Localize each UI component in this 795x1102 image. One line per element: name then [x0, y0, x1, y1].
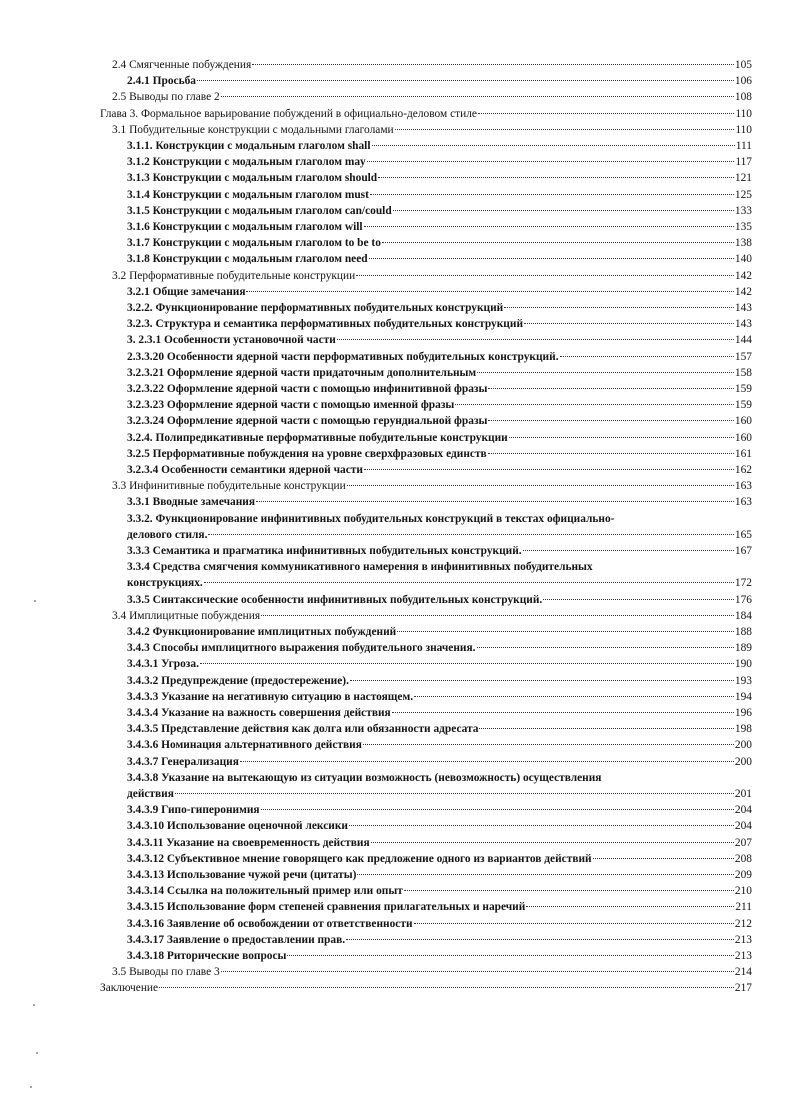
dot-leader	[509, 437, 734, 438]
toc-entry-page: 211	[735, 901, 752, 914]
toc-entry-title: 3.4.3.11 Указание на своевременность действия	[127, 836, 370, 849]
toc-entry-page: 159	[734, 383, 752, 395]
toc-entry-page: 125	[734, 188, 752, 201]
toc-entry-title: 3.4.3.14 Ссылка на положительный пример или опыт	[127, 885, 403, 898]
dot-leader	[367, 161, 735, 162]
toc-entry-page: 204	[734, 820, 752, 833]
toc-entry-page: 117	[735, 156, 752, 169]
dot-leader	[393, 210, 734, 211]
toc-entry-title: 3.4.3.10 Использование оценочной лексики	[127, 820, 348, 833]
toc-entry-title: 3.4.3.8 Указание на вытекающую из ситуации возможность (невозможность) осуществления	[127, 771, 602, 784]
dot-leader	[414, 923, 734, 924]
dot-leader	[208, 534, 733, 535]
dot-leader	[397, 631, 734, 632]
toc-entry-title: 3.4.3.2 Предупреждение (предостережение).	[127, 674, 349, 687]
toc-entry-title-continuation: делового стиля.	[127, 528, 208, 541]
toc-entry-page: 143	[734, 318, 752, 331]
toc-entry-page: 157	[734, 350, 752, 363]
toc-entry-title: 3.4.3.15 Использование форм степеней сравнения прилагательных и наречий	[127, 901, 526, 914]
dot-leader	[479, 728, 733, 729]
toc-entry-title: 3.2.1 Общие замечания	[127, 285, 246, 298]
toc-entry-title: 3.1.3 Конструкции с модальным глаголом should	[127, 172, 378, 185]
toc-entry-page: 133	[734, 204, 752, 217]
toc-entry-title: 3.4.3.5 Представление действия как долга или обязанности адресата	[127, 723, 479, 736]
toc-entry-title: 3.4.3.4 Указание на важность совершения действия	[127, 707, 391, 719]
toc-entry-page: 213	[734, 933, 752, 946]
scan-speck	[34, 600, 36, 602]
toc-entry-title: 3. 2.3.1 Особенности установочной части	[127, 334, 336, 347]
toc-entry-title: 3.4.3.3 Указание на негативную ситуацию в настоящем.	[127, 690, 414, 703]
toc-entry-title: 3.4.3.13 Использование чужой речи (цитаты)	[127, 869, 357, 881]
toc-entry-title: 3.1.7 Конструкции с модальным глаголом to be to	[127, 237, 381, 250]
toc-entry-title: 3.2.3.24 Оформление ядерной части с помощью герундиальной фразы	[127, 415, 488, 428]
dot-leader	[204, 582, 734, 583]
toc-entry-title-continuation: действия	[127, 787, 174, 800]
toc-entry-page: 176	[734, 593, 752, 606]
dot-leader	[370, 194, 734, 195]
toc-entry-title: 3.3 Инфинитивные побудительные конструкции	[112, 480, 346, 493]
toc-entry-title: 3.2.2. Функционирование перформативных побудительных конструкций	[127, 302, 504, 314]
toc-entry-page: 142	[734, 285, 752, 298]
dot-leader	[364, 469, 734, 470]
toc-entry-title: 3.4.3.9 Гипо-гиперонимия	[127, 804, 260, 817]
toc-entry-page: 111	[735, 140, 752, 152]
dot-leader	[378, 177, 734, 178]
toc-entry-page: 196	[734, 707, 752, 719]
toc-entry-page: 160	[734, 415, 752, 428]
toc-entry-page: 200	[734, 755, 752, 768]
toc-entry-page: 201	[734, 787, 752, 800]
toc-entry-page: 213	[734, 950, 752, 962]
toc-entry-page: 163	[734, 480, 752, 493]
toc-entry-title: 3.4.2 Функционирование имплицитных побуждений	[127, 626, 397, 638]
toc-entry-title: Глава 3. Формальное варьирование побуждений в официально-деловом стиле	[100, 107, 477, 120]
toc-entry-title: 3.5 Выводы по главе 3	[112, 966, 220, 979]
toc-entry-page: 207	[734, 836, 752, 849]
dot-leader	[523, 550, 734, 551]
toc-entry-page: 158	[734, 366, 752, 379]
toc-entry-page: 162	[734, 464, 752, 476]
toc-entry-page: 172	[734, 577, 752, 590]
toc-entry-page: 138	[734, 237, 752, 250]
toc-entry-title: Заключение	[100, 982, 159, 995]
toc-entry-page: 165	[734, 528, 752, 541]
dot-leader	[404, 890, 734, 891]
dot-leader	[357, 874, 733, 875]
dot-leader	[478, 113, 734, 114]
dot-leader	[371, 842, 734, 843]
dot-leader	[261, 809, 734, 810]
dot-leader	[414, 696, 734, 697]
dot-leader	[488, 420, 733, 421]
toc-entry-title: 3.2.3.4 Особенности семантики ядерной части	[127, 464, 363, 476]
toc-entry-title: 3.2.3.22 Оформление ядерной части с помощью инфинитивной фразы	[127, 383, 488, 395]
dot-leader	[455, 404, 734, 405]
dot-leader	[221, 971, 734, 972]
dot-leader	[593, 858, 734, 859]
toc-entry-title: 3.3.5 Синтаксические особенности инфинитивных побудительных конструкций.	[127, 593, 543, 606]
toc-entry-page: 160	[734, 431, 752, 444]
toc-entry-page: 135	[734, 221, 752, 233]
dot-leader	[350, 680, 734, 681]
dot-leader	[526, 906, 734, 907]
toc-entry-page: 106	[734, 75, 752, 88]
dot-leader	[221, 96, 734, 97]
dot-leader	[488, 388, 734, 389]
toc-entry-title: 3.2.4. Полипредикативные перформативные побудительные конструкции	[127, 431, 508, 444]
toc-entry-title: 2.4 Смягченные побуждения	[112, 59, 252, 71]
toc-entry-page: 140	[734, 253, 752, 266]
toc-entry-title: 3.4.3.17 Заявление о предоставлении прав.	[127, 933, 346, 946]
dot-leader	[349, 825, 734, 826]
dot-leader	[252, 64, 734, 65]
dot-leader	[392, 712, 734, 713]
dot-leader	[382, 242, 734, 243]
toc-entry-title: 2.4.1 Просьба	[127, 75, 196, 88]
dot-leader	[261, 615, 734, 616]
toc-entry-page: 121	[734, 172, 752, 185]
dot-leader	[200, 663, 734, 664]
toc-entry-page: 198	[734, 723, 752, 736]
toc-entry-title: 3.1.4 Конструкции с модальным глаголом must	[127, 188, 369, 201]
toc-entry-page: 159	[734, 399, 752, 412]
dot-leader	[175, 793, 734, 794]
dot-leader	[363, 744, 734, 745]
toc-entry-title: 3.4.3.18 Риторические вопросы	[127, 950, 287, 962]
toc-entry-title: 3.2.3.21 Оформление ядерной части придаточным дополнительным	[127, 366, 477, 379]
toc-entry-page: 193	[734, 674, 752, 687]
toc-entry-title: 3.1.2 Конструкции с модальным глаголом may	[127, 156, 366, 169]
toc-entry-title: 3.1 Побудительные конструкции с модальными глаголами	[112, 123, 394, 136]
dot-leader	[372, 145, 735, 146]
toc-entry-page: 200	[734, 739, 752, 752]
toc-entry-title: 3.4.3.16 Заявление об освобождении от ответственности	[127, 917, 413, 930]
dot-leader	[246, 291, 733, 292]
toc-entry-page: 189	[734, 642, 752, 655]
dot-leader	[477, 372, 734, 373]
dot-leader	[347, 485, 734, 486]
dot-leader	[346, 939, 734, 940]
toc-entry-title: 3.4.3.6 Номинация альтернативного действия	[127, 739, 362, 752]
toc-entry-page: 188	[734, 626, 752, 638]
toc-entry-page: 143	[734, 302, 752, 314]
dot-leader	[395, 129, 735, 130]
dot-leader	[524, 323, 734, 324]
toc-entry-page: 110	[735, 123, 752, 136]
toc-entry-page: 210	[734, 885, 752, 898]
toc-entry-title: 3.2 Перформативные побудительные конструкции	[112, 269, 356, 282]
dot-leader	[477, 647, 734, 648]
toc-entry-title: 3.4.3 Способы имплицитного выражения побудительного значения.	[127, 642, 476, 655]
dot-leader	[504, 307, 734, 308]
dot-leader	[543, 599, 734, 600]
toc-entry-page: 110	[735, 107, 752, 120]
scan-speck	[33, 1004, 35, 1006]
toc-entry-page: 167	[734, 545, 752, 557]
toc-entry-title: 3.1.5 Конструкции с модальным глаголом can/could	[127, 204, 392, 217]
toc-entry-title: 3.4.3.12 Субъективное мнение говорящего как предложение одного из вариантов действий	[127, 852, 592, 865]
dot-leader	[369, 258, 734, 259]
toc-entry-page: 105	[734, 59, 752, 71]
toc-entry-page: 163	[734, 496, 752, 509]
toc-entry-page: 144	[734, 334, 752, 347]
toc-entry-title: 3.1.8 Конструкции с модальным глаголом need	[127, 253, 368, 266]
dot-leader	[287, 955, 733, 956]
dot-leader	[159, 987, 734, 988]
toc-entry-title: 3.3.1 Вводные замечания	[127, 496, 255, 509]
toc-entry-title: 3.2.3. Структура и семантика перформативных побудительных конструкций	[127, 318, 524, 331]
toc-entry-title-continuation: конструкциях.	[127, 577, 203, 590]
toc-entry-title: 3.4.3.7 Генерализация	[127, 755, 239, 768]
toc-entry-page: 209	[734, 869, 752, 881]
toc-entry-title: 3.1.6 Конструкции с модальным глаголом will	[127, 221, 363, 233]
toc-entry-page: 214	[734, 966, 752, 979]
toc-entry-title: 3.3.4 Средства смягчения коммуникативного намерения в инфинитивных побудительных	[127, 561, 593, 574]
toc-entry-title: 3.2.3.23 Оформление ядерной части с помощью именной фразы	[127, 399, 455, 412]
toc-entry-page: 142	[734, 269, 752, 282]
toc-entry-page: 108	[734, 91, 752, 104]
dot-leader	[256, 501, 734, 502]
dot-leader	[197, 80, 734, 81]
toc-entry-page: 208	[734, 852, 752, 865]
dot-leader	[560, 356, 734, 357]
toc-entry-page: 194	[734, 690, 752, 703]
scan-speck	[36, 1052, 38, 1054]
toc-entry-page: 212	[734, 917, 752, 930]
toc-entry-title: 3.3.3 Семантика и прагматика инфинитивных побудительных конструкций.	[127, 545, 522, 557]
toc-entry-page: 217	[734, 982, 752, 995]
dot-leader	[364, 226, 734, 227]
dot-leader	[488, 453, 734, 454]
dot-leader	[356, 275, 734, 276]
toc-entry-title: 2.3.3.20 Особенности ядерной части перформативных побудительных конструкций.	[127, 350, 559, 363]
toc-entry-title: 3.4 Имплицитные побуждения	[112, 609, 261, 622]
toc-entry-page: 161	[734, 447, 752, 460]
dot-leader	[337, 339, 734, 340]
toc-entry-page: 204	[734, 804, 752, 817]
dot-leader	[240, 761, 734, 762]
toc-entry-title: 3.4.3.1 Угроза.	[127, 658, 199, 671]
toc-entry-title: 3.2.5 Перформативные побуждения на уровне сверхфразовых единств	[127, 447, 487, 460]
toc-entry-title: 3.3.2. Функционирование инфинитивных побудительных конструкций в текстах официально-	[127, 512, 615, 525]
toc-entry-title: 3.1.1. Конструкции с модальным глаголом shall	[127, 140, 371, 152]
scan-speck	[30, 1086, 32, 1088]
toc-entry-page: 184	[734, 609, 752, 622]
toc-entry-title: 2.5 Выводы по главе 2	[112, 91, 220, 104]
toc-entry-page: 190	[734, 658, 752, 671]
